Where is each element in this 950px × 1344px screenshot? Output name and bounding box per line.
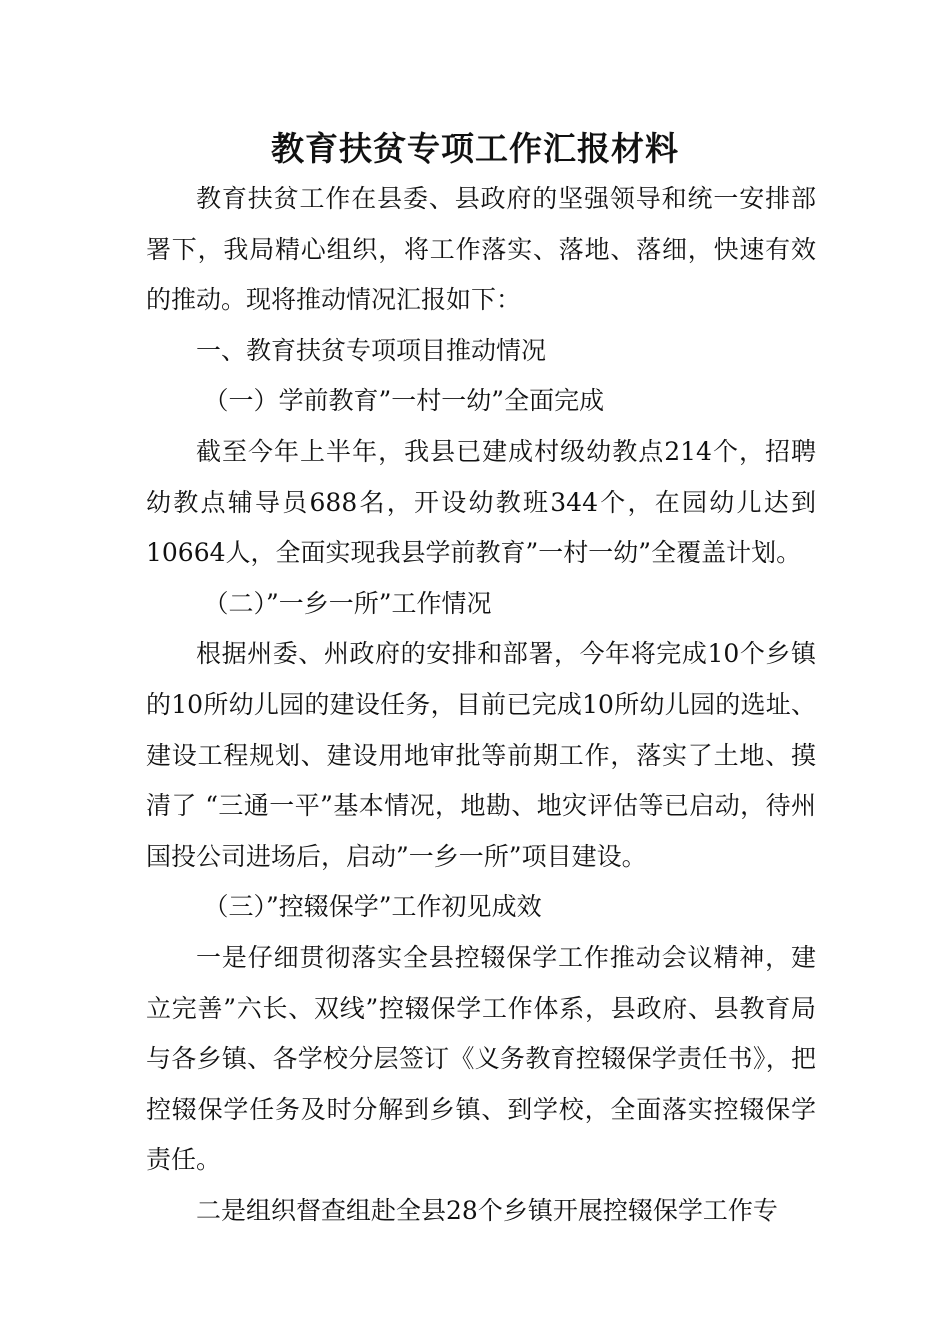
- intro-paragraph: 教育扶贫工作在县委、县政府的坚强领导和统一安排部署下，我局精心组织，将工作落实、落地、落细，快速有效的推动。现将推动情况汇报如下：: [146, 184, 816, 315]
- subsection-paragraph-3a: 一是仔细贯彻落实全县控辍保学工作推动会议精神，建立完善”六长、双线”控辍保学工作体系，县政府、县教育局与各乡镇、各学校分层签订《义务教育控辍保学责任书》，把控辍保学任务及时分解到乡镇、到学校，全面落实控辍保学责任。: [146, 942, 816, 1175]
- subsection-heading-2: （二）”一乡一所”工作情况: [203, 588, 492, 618]
- subsection-paragraph-1: 截至今年上半年，我县已建成村级幼教点214个，招聘幼教点辅导员688名，开设幼教班344个，在园幼儿达到10664人，全面实现我县学前教育”一村一幼”全覆盖计划。: [146, 436, 816, 568]
- subsection-heading-3: （三）”控辍保学”工作初见成效: [203, 892, 542, 922]
- document-title: 教育扶贫专项工作汇报材料: [271, 129, 679, 168]
- document-body: [146, 174, 816, 1236]
- subsection-heading-1: （一）学前教育”一村一幼”全面完成: [203, 386, 605, 416]
- subsection-paragraph-3b: 二是组织督查组赴全县28个乡镇开展控辍保学工作专: [196, 1195, 778, 1225]
- section-heading-1: 一、教育扶贫专项项目推动情况: [196, 335, 547, 365]
- subsection-paragraph-2: 根据州委、州政府的安排和部署，今年将完成10个乡镇的10所幼儿园的建设任务，目前已完成10所幼儿园的选址、建设工程规划、建设用地审批等前期工作，落实了土地、摸清了 “三通一平”基本情况，地勘、地灾评估等已启动，待州国投公司进场后，启动”一乡一所”项目建设。: [146, 639, 816, 871]
